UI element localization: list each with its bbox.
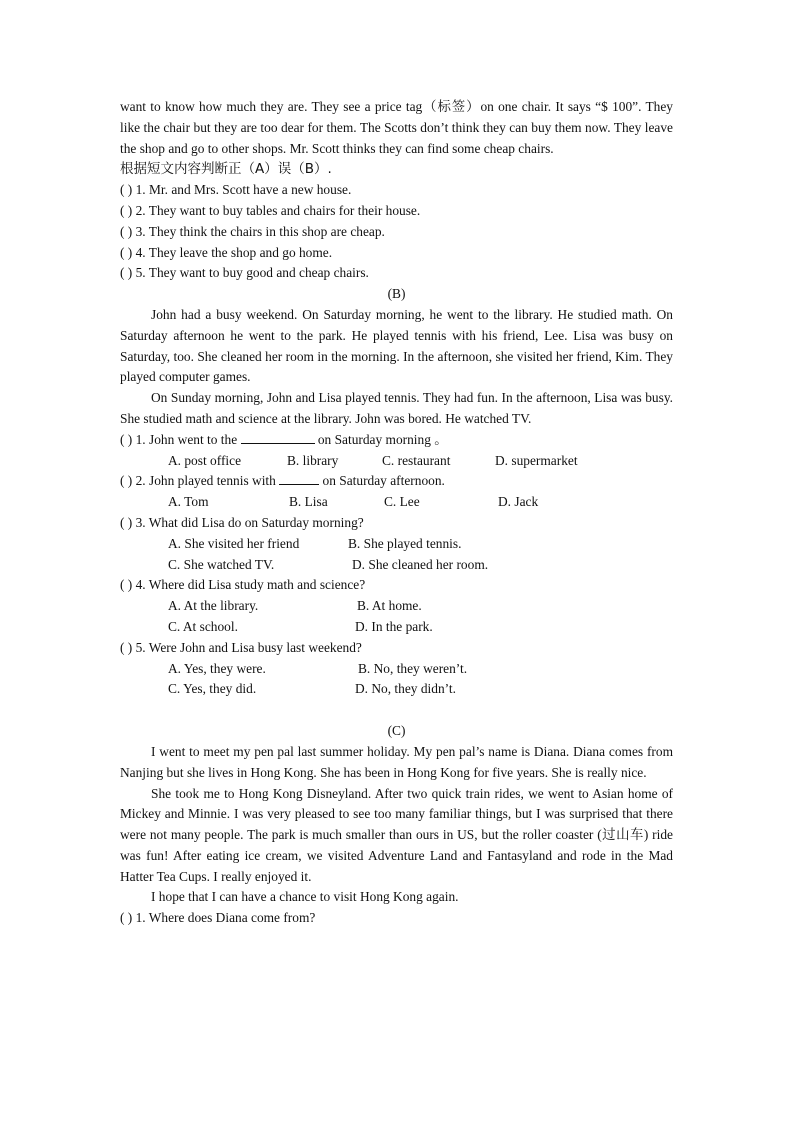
option-c: C. At school. [168, 618, 238, 634]
option-c: C. She watched TV. [168, 556, 275, 572]
passage-b [120, 305, 673, 430]
option-a: A. Yes, they were. [168, 660, 266, 676]
question-b5: ( ) 5. Were John and Lisa busy last weekend? [120, 639, 362, 655]
option-a: A. She visited her friend [168, 535, 300, 551]
question-b4-options-row1 [120, 596, 673, 617]
option-b: B. library [287, 452, 339, 468]
statement-3: ( ) 3. They think the chairs in this shop are cheap. [120, 223, 385, 239]
option-c: C. Lee [384, 494, 420, 510]
question-b4: ( ) 4. Where did Lisa study math and science? [120, 577, 366, 593]
question-b5-options-row1 [120, 659, 673, 680]
passage-a-text: want to know how much they are. They see a price tag（标签）on one chair. It says “$ 100”. They like the chair but they are too dear for them. The Scotts don’t think they can buy them now. They leave the shop and go to other shops. Mr. Scott thinks they can find some cheap chairs. [120, 99, 673, 156]
question-b3-options-row2 [120, 555, 673, 576]
section-spacer [120, 700, 673, 721]
option-d: D. She cleaned her room. [352, 556, 489, 572]
question-b2: ( ) 2. John played tennis with on Saturday afternoon. [120, 473, 445, 489]
statement-4: ( ) 4. They leave the shop and go home. [120, 244, 333, 260]
option-b: B. No, they weren’t. [358, 660, 468, 676]
question-b1-options [120, 451, 673, 472]
option-c: C. restaurant [382, 452, 451, 468]
question-b1: ( ) 1. John went to the on Saturday morning 。 [120, 431, 448, 447]
answer-blank [279, 484, 319, 485]
passage-a-tail [120, 97, 673, 159]
passage-b-paragraph-1: John had a busy weekend. On Saturday morning, he went to the library. He studied math. On Saturday afternoon he went to the park. He played tennis with his friend, Lee. Lisa was busy on Saturday, too. She cleaned her room in the morning. In the afternoon, she visited her friend, Kim. They played computer games. [120, 306, 673, 385]
passage-c-paragraph-2: She took me to Hong Kong Disneyland. After two quick train rides, we went to Asian home of Mickey and Minnie. I was very pleased to see too many familiar things, but I was surprised that there were not many people. The park is much smaller than ours in US, but the roller coaster (过山车) ride was fun! After eating ice cream, we visited Adventure Land and Fantasyland and rode in the Mad Hatter Tea Cups. I really enjoyed it. [120, 785, 673, 884]
option-d: D. No, they didn’t. [355, 681, 456, 697]
question-b2-options [120, 492, 673, 513]
true-false-instruction: 根据短文内容判断正（A）误（B）. [120, 161, 332, 178]
question-b3: ( ) 3. What did Lisa do on Saturday morning? [120, 514, 364, 530]
passage-c-paragraph-3: I hope that I can have a chance to visit Hong Kong again. [151, 889, 459, 905]
passage-c [120, 742, 673, 908]
statement-1: ( ) 1. Mr. and Mrs. Scott have a new house. [120, 182, 352, 198]
option-d: D. In the park. [355, 618, 433, 634]
option-b: B. Lisa [289, 494, 328, 510]
option-a: A. At the library. [168, 598, 259, 614]
option-d: D. Jack [498, 494, 539, 510]
option-c: C. Yes, they did. [168, 681, 257, 697]
answer-blank [241, 443, 315, 444]
section-b-heading: (B) [387, 286, 406, 302]
option-b: B. She played tennis. [348, 535, 462, 551]
question-b5-options-row2 [120, 679, 673, 700]
statement-2: ( ) 2. They want to buy tables and chairs for their house. [120, 202, 421, 218]
question-b4-options-row2 [120, 617, 673, 638]
passage-c-paragraph-1: I went to meet my pen pal last summer holiday. My pen pal’s name is Diana. Diana comes from Nanjing but she lives in Hong Kong. She has been in Hong Kong for five years. She is really nice. [120, 743, 673, 780]
section-c-heading: (C) [387, 723, 406, 739]
document-page [120, 97, 673, 929]
passage-b-paragraph-2: On Sunday morning, John and Lisa played tennis. They had fun. In the afternoon, Lisa was busy. She studied math and science at the library. John was bored. He watched TV. [120, 390, 673, 426]
question-b3-options-row1 [120, 534, 673, 555]
option-a: A. Tom [168, 494, 209, 510]
statement-5: ( ) 5. They want to buy good and cheap chairs. [120, 265, 369, 281]
option-d: D. supermarket [495, 452, 578, 468]
question-c1: ( ) 1. Where does Diana come from? [120, 910, 316, 926]
option-b: B. At home. [357, 598, 422, 614]
option-a: A. post office [168, 452, 242, 468]
